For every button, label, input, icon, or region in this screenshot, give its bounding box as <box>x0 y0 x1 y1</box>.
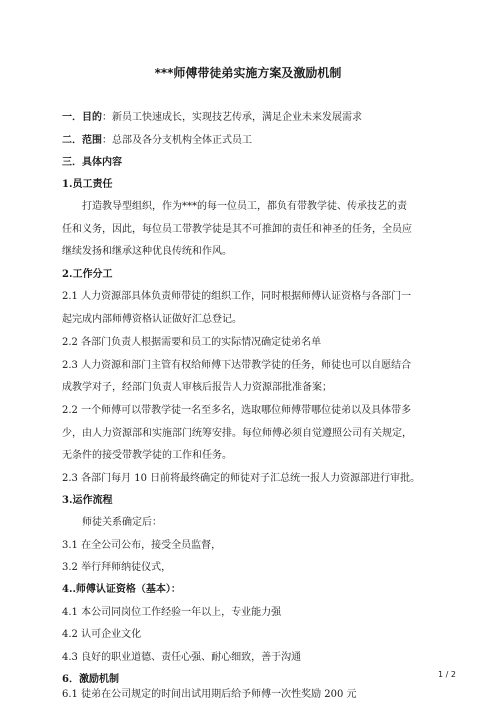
paragraph-line: 无条件的接受带教学徒的工作和任务。 <box>62 450 232 461</box>
paragraph-line: 继续发扬和继承这种优良传统和作风。 <box>62 246 232 257</box>
heading-incentive: 6．激励机制 <box>62 674 119 685</box>
paragraph-line: 2.2 一个师傅可以带教学徒一名至多名，选取哪位师傅带哪位徒弟以及具体带多 <box>62 405 412 416</box>
section-scope-sep: ： <box>102 135 112 146</box>
document-title: ***师傅带徒弟实施方案及激励机制 <box>154 66 342 80</box>
paragraph-line: 任和义务，因此，每位员工带教学徒是其不可推卸的责任和神圣的任务，全员应 <box>62 224 412 235</box>
heading-division-of-work: 2.工作分工 <box>62 269 113 280</box>
paragraph-line: 2.3 各部门每月 10 日前将最终确定的师徒对子汇总统一报人力资源部进行审批。 <box>62 473 421 484</box>
heading-employee-duty: 1.员工责任 <box>62 179 113 190</box>
paragraph-line: 3.1 在全公司公布，接受全员监督， <box>62 540 222 551</box>
section-scope-label: 二．范围 <box>62 135 102 146</box>
paragraph-line: 4.2 认可企业文化 <box>62 629 142 640</box>
heading-mentor-qualification: 4..师傅认证资格（基本）： <box>62 584 181 595</box>
paragraph-line: 起完成内部师傅资格认证做好汇总登记。 <box>62 314 242 325</box>
page-number: 1 / 2 <box>438 670 456 679</box>
section-purpose-text: 新员工快速成长，实现技艺传承，满足企业未来发展需求 <box>112 112 362 123</box>
paragraph-line: 3.2 举行拜师纳徒仪式， <box>62 562 172 573</box>
section-content-heading: 三．具体内容 <box>62 157 122 168</box>
section-purpose-sep: ： <box>102 112 112 123</box>
section-purpose-label: 一．目的 <box>62 112 102 123</box>
paragraph-line: 少，由人力资源部和实施部门统筹安排。每位师傅必须自觉遵照公司有关规定， <box>62 428 412 439</box>
paragraph-line: 2.1 人力资源部具体负责师带徒的组织工作，同时根据师傅认证资格与各部门一 <box>62 291 412 302</box>
paragraph-line: 6.1 徒弟在公司规定的时间出试用期后给予师傅一次性奖励 200 元 <box>62 689 357 700</box>
heading-process: 3.运作流程 <box>62 495 113 506</box>
paragraph-line: 4.1 本公司同岗位工作经验一年以上，专业能力强 <box>62 607 282 618</box>
paragraph-line: 成教学对子，经部门负责人审核后报告人力资源部批准备案； <box>62 382 332 393</box>
paragraph-line: 师徒关系确定后： <box>82 517 162 528</box>
paragraph-line: 4.3 良好的职业道德、责任心强、耐心细致，善于沟通 <box>62 652 302 663</box>
paragraph-line: 2.2 各部门负责人根据需要和员工的实际情况确定徒弟名单 <box>62 337 322 348</box>
section-purpose <box>62 111 362 125</box>
section-scope <box>62 134 252 148</box>
section-scope-text: 总部及各分支机构全体正式员工 <box>112 135 252 146</box>
paragraph-line: 2.3 人力资源和部门主管有权给师傅下达带教学徒的任务，师徒也可以自愿结合 <box>62 360 412 371</box>
paragraph-line: 打造教导型组织，作为***的每一位员工，都负有带教学徒、传承技艺的责 <box>82 201 407 212</box>
